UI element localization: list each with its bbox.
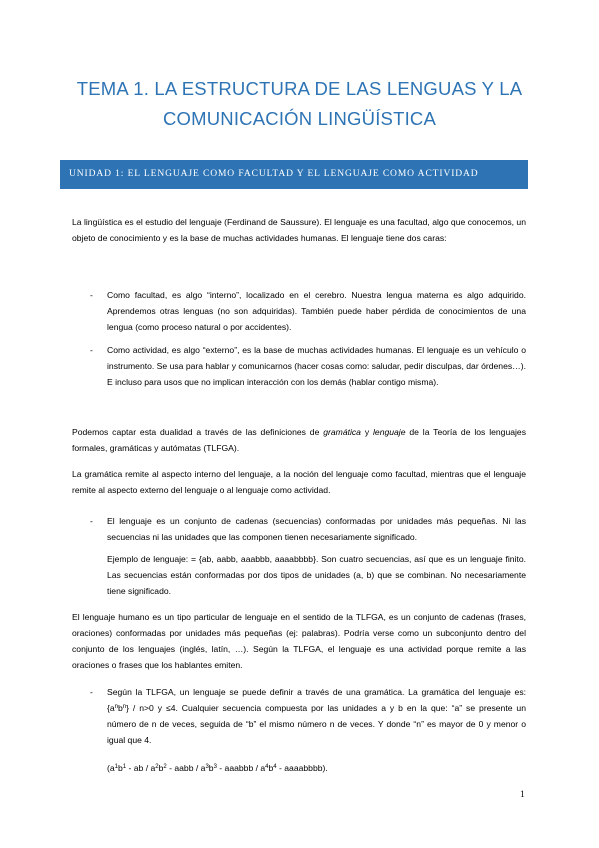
bullet-marker: -	[90, 516, 93, 526]
human-language-paragraph: El lenguaje humano es un tipo particular de lenguaje en el sentido de la TLFGA, es un conjunto de cadenas (frases, oraciones) conformadas por unidades más pequeñas (ej: palabras). Podría verse como un subconjunto dentro del conjunto de los lenguajes (inglés, latín, …). Según la TLFGA, el lenguaje es una actividad porque remite a las oraciones o frases que los hablantes emiten.	[72, 612, 526, 670]
term-gramatica: gramática	[323, 427, 361, 437]
grammar-text-b: b	[118, 703, 123, 713]
duality-start: Podemos captar esta dualidad a través de las definiciones de	[72, 427, 324, 437]
formula-text: b	[158, 763, 164, 773]
formula-superscript: 3	[205, 764, 209, 770]
formula-superscript: 1	[114, 764, 118, 770]
superscript-n: n	[114, 704, 118, 710]
intro-paragraph: La lingüística es el estudio del lenguaje (Ferdinand de Saussure). El lenguaje es una facultad, algo que conocemos, un objeto de conocimiento y es la base de muchas actividades humanas. El lenguaje tiene dos caras:	[72, 217, 526, 243]
title-line-2: COMUNICACIÓN LINGÜÍSTICA	[162, 108, 437, 129]
duality-end: de la Teoría de los lenguajes formales, gramáticas y autómatas (TLFGA).	[72, 427, 526, 453]
grammar-text-end: } / n>0 y ≤4. Cualquier secuencia compuesta por las unidades a y b en la que: “a” se presente un número de n de veces, seguida de “b” el mismo número n de veces. Y donde “n” es mayor de 0 y menor o igual que 4.	[107, 703, 526, 745]
formula-text: - aaaabbbb).	[276, 763, 328, 773]
formula-text: - aabb / a	[166, 763, 206, 773]
page-number: 1	[520, 790, 525, 800]
formula-superscript: 3	[213, 764, 217, 770]
bullet-grammar-definition	[107, 684, 526, 748]
term-lenguaje: lenguaje	[373, 427, 406, 437]
superscript-n: n	[122, 704, 127, 710]
formula-text: b	[268, 763, 274, 773]
formula-text: - ab / a	[126, 763, 156, 773]
bullet-marker: -	[90, 290, 93, 300]
formula-superscript: 4	[273, 764, 277, 770]
bullet-marker: -	[90, 687, 93, 697]
formula-line	[107, 760, 526, 776]
formula-superscript: 2	[155, 764, 159, 770]
example-paragraph: Ejemplo de lenguaje: = {ab, aabb, aaabbb, aaaabbbb}. Son cuatro secuencias, así que es un lenguaje finito. Las secuencias están conformadas por dos tipos de unidades (a, b) que se combinan. No necesariamente tiene significado.	[107, 554, 526, 596]
bullet-language-set: El lenguaje es un conjunto de cadenas (secuencias) conformadas por unidades más pequeñas. Ni las secuencias ni las unidades que las componen tienen necesariamente significado.	[107, 516, 526, 542]
formula-superscript: 2	[163, 764, 167, 770]
grammar-text-start: Según la TLFGA, un lenguaje se puede definir a través de una gramática. La gramática del lenguaje es: {a	[107, 687, 526, 713]
title-line-1: TEMA 1. LA ESTRUCTURA DE LAS LENGUAS Y LA	[76, 78, 523, 99]
unit-heading-banner	[60, 160, 528, 189]
formula-text: b	[118, 763, 123, 773]
bullet-faculty: Como facultad, es algo “interno”, localizado en el cerebro. Nuestra lengua materna es algo adquirido. Aprendemos otras lenguas (no son adquiridas). También puede haber pérdida de conocimientos de una lengua (como proceso natural o por accidentes).	[107, 290, 526, 332]
grammar-paragraph: La gramática remite al aspecto interno del lenguaje, a la noción del lenguaje como facultad, mientras que el lenguaje remite al aspecto externo del lenguaje o al lenguaje como actividad.	[72, 469, 526, 495]
formula-superscript: 4	[265, 764, 269, 770]
bullet-marker: -	[90, 345, 93, 355]
formula-text: - aaabbb / a	[216, 763, 266, 773]
duality-paragraph	[72, 424, 526, 456]
formula-superscript: 1	[122, 764, 127, 770]
formula-text: (a	[107, 763, 115, 773]
formula-text: b	[208, 763, 214, 773]
unit-heading: UNIDAD 1: EL LENGUAJE COMO FACULTAD Y EL LENGUAJE COMO ACTIVIDAD	[69, 169, 479, 179]
bullet-activity: Como actividad, es algo “externo”, es la base de muchas actividades humanas. El lenguaje es un vehículo o instrumento. Se usa para hablar y comunicarnos (hacer cosas como: saludar, pedir disculpas, dar órdenes…). E incluso para usos que no implican interacción con los demás (hablar contigo misma).	[107, 345, 526, 387]
page-title	[40, 74, 559, 134]
duality-join: y	[360, 427, 373, 437]
